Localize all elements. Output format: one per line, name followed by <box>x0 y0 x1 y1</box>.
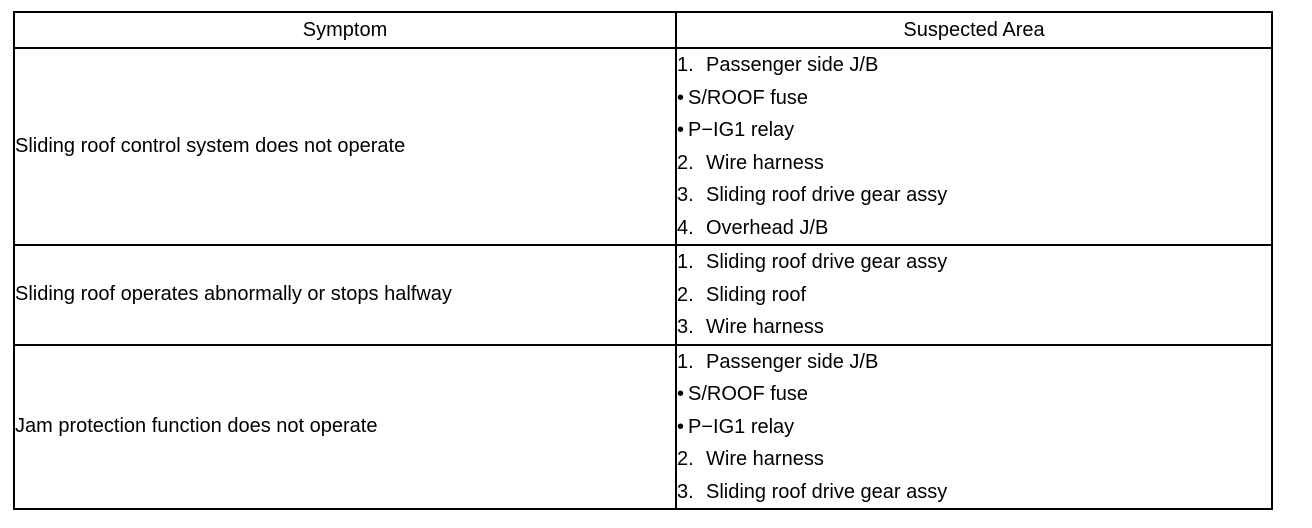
item-text: Wire harness <box>706 448 824 470</box>
table-header-row <box>14 12 1272 48</box>
suspected-area-cell <box>676 48 1272 245</box>
item-number: 3. <box>677 480 694 503</box>
item-number: 3. <box>677 316 694 338</box>
table-row <box>14 48 1272 245</box>
item-text: S/ROOF fuse <box>688 86 809 109</box>
item-text: S/ROOF fuse <box>688 383 809 405</box>
item-number: 3. <box>677 184 694 206</box>
area-item <box>677 49 1271 82</box>
item-text: P−IG1 relay <box>688 415 795 438</box>
area-item <box>677 212 1271 245</box>
table-row <box>14 345 1272 510</box>
symptom-cell: Jam protection function does not operate <box>14 345 676 510</box>
item-text: P−IG1 relay <box>688 119 795 141</box>
bullet-icon: • <box>677 119 685 141</box>
area-item <box>677 279 1271 312</box>
area-item <box>677 346 1271 379</box>
symptom-cell: Sliding roof control system does not operate <box>14 48 676 245</box>
item-text: Sliding roof drive gear assy <box>706 480 948 503</box>
suspected-area-cell <box>676 245 1272 345</box>
item-number: 4. <box>677 216 694 239</box>
area-item <box>677 246 1271 279</box>
item-text: Sliding roof drive gear assy <box>706 251 948 273</box>
item-number: 2. <box>677 448 694 470</box>
item-number: 1. <box>677 54 694 76</box>
area-item <box>677 443 1271 476</box>
item-text: Wire harness <box>706 316 824 338</box>
area-item <box>677 311 1271 344</box>
symptom-cell: Sliding roof operates abnormally or stops halfway <box>14 245 676 345</box>
suspected-area-cell <box>676 345 1272 510</box>
problem-symptoms-table <box>13 11 1273 510</box>
bullet-icon: • <box>677 383 685 405</box>
area-subitem <box>677 411 1271 444</box>
item-number: 2. <box>677 151 694 174</box>
item-text: Sliding roof <box>706 283 807 306</box>
header-suspected-area: Suspected Area <box>676 12 1272 48</box>
area-subitem <box>677 82 1271 115</box>
item-number: 2. <box>677 283 694 306</box>
bullet-icon: • <box>677 86 685 109</box>
area-item <box>677 147 1271 180</box>
item-text: Passenger side J/B <box>706 54 879 76</box>
item-number: 1. <box>677 350 694 373</box>
area-subitem <box>677 378 1271 411</box>
item-text: Sliding roof drive gear assy <box>706 184 948 206</box>
area-item <box>677 476 1271 509</box>
header-symptom: Symptom <box>14 12 676 48</box>
area-subitem <box>677 114 1271 147</box>
item-text: Overhead J/B <box>706 216 829 239</box>
area-item <box>677 179 1271 212</box>
bullet-icon: • <box>677 415 685 438</box>
item-text: Passenger side J/B <box>706 350 879 373</box>
item-text: Wire harness <box>706 151 824 174</box>
item-number: 1. <box>677 251 694 273</box>
table-row <box>14 245 1272 345</box>
